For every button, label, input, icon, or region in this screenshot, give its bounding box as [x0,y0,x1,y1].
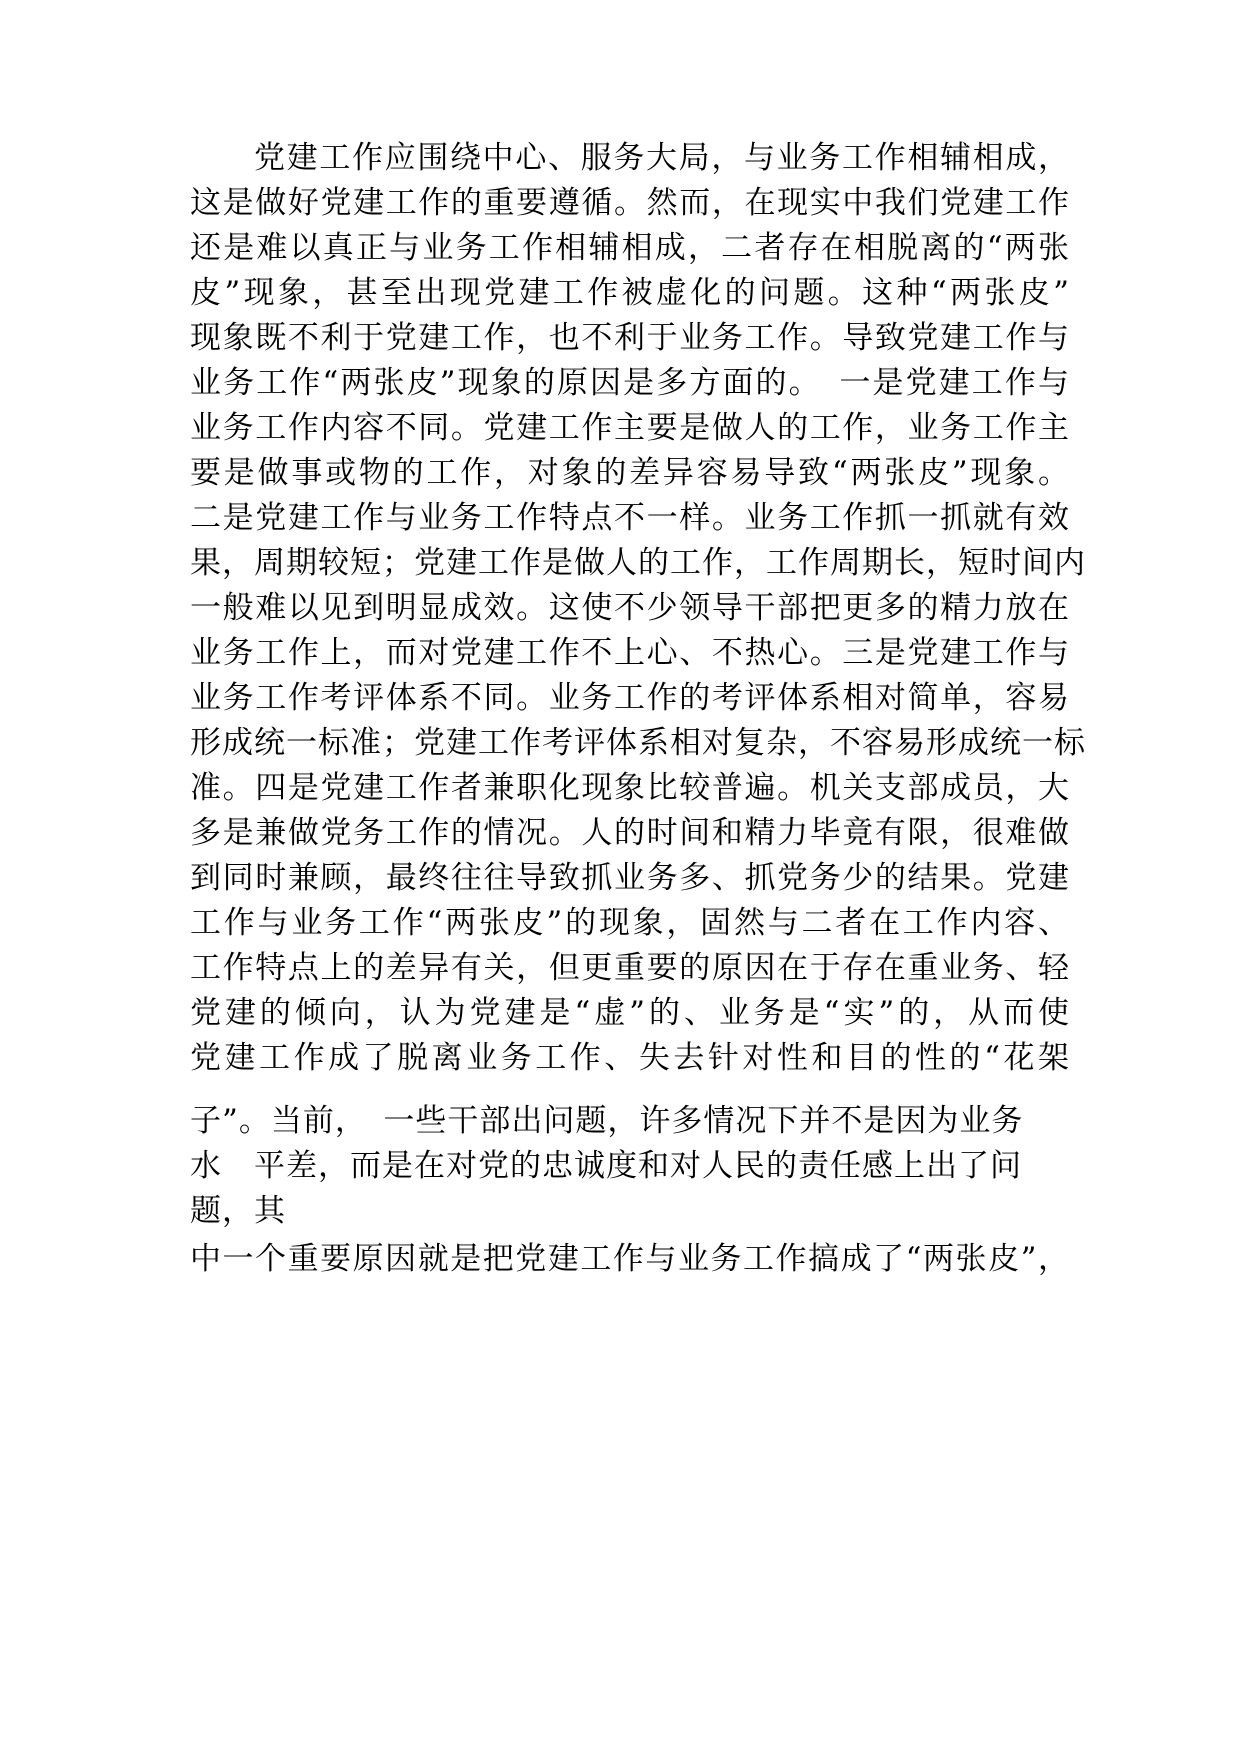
text-line: 中一个重要原因就是把党建工作与业务工作搞成了“两张皮”， [190,1241,1070,1277]
text-line: 工作与业务工作“两张皮”的现象，固然与二者在工作内容、 [190,905,1070,941]
text-line: 二是党建工作与业务工作特点不一样。业务工作抓一抓就有效 [190,500,1070,536]
text-line: 业务工作“两张皮”现象的原因是多方面的。 一是党建工作与 [190,365,1070,401]
text-line: 题，其 [190,1193,286,1229]
text-line: 还是难以真正与业务工作相辅相成，二者存在相脱离的“两张 [190,230,1070,266]
text-line: 多是兼做党务工作的情况。人的时间和精力毕竟有限，很难做 [190,815,1070,851]
text-line: 皮”现象，甚至出现党建工作被虚化的问题。这种“两张皮” [190,275,1070,311]
text-line: 一般难以见到明显成效。这使不少领导干部把更多的精力放在 [190,590,1070,626]
text-line: 业务工作内容不同。党建工作主要是做人的工作，业务工作主 [190,410,1070,446]
text-line: 业务工作上，而对党建工作不上心、不热心。三是党建工作与 [190,635,1070,671]
text-line: 形成统一标准；党建工作考评体系相对复杂，不容易形成统一标 [190,725,1086,761]
text-line: 到同时兼顾，最终往往导致抓业务多、抓党务少的结果。党建 [190,860,1070,896]
text-line: 党建工作应围绕中心、服务大局，与业务工作相辅相成， [254,140,1070,176]
text-line: 水 平差，而是在对党的忠诚度和对人民的责任感上出了问 [190,1148,1022,1184]
text-line: 要是做事或物的工作，对象的差异容易导致“两张皮”现象。 [190,455,1070,491]
text-line: 子”。当前， 一些干部出问题，许多情况下并不是因为业务 [190,1103,1024,1139]
text-line: 党建的倾向，认为党建是“虚”的、业务是“实”的，从而使 [190,995,1070,1031]
text-line: 准。四是党建工作者兼职化现象比较普遍。机关支部成员，大 [190,770,1070,806]
text-line: 这是做好党建工作的重要遵循。然而，在现实中我们党建工作 [190,185,1070,221]
text-line: 现象既不利于党建工作，也不利于业务工作。导致党建工作与 [190,320,1070,356]
text-line: 果，周期较短；党建工作是做人的工作，工作周期长，短时间内 [190,545,1086,581]
text-line: 工作特点上的差异有关，但更重要的原因在于存在重业务、轻 [190,950,1070,986]
text-line: 业务工作考评体系不同。业务工作的考评体系相对简单，容易 [190,680,1070,716]
text-line: 党建工作成了脱离业务工作、失去针对性和目的性的“花架 [190,1040,1070,1076]
